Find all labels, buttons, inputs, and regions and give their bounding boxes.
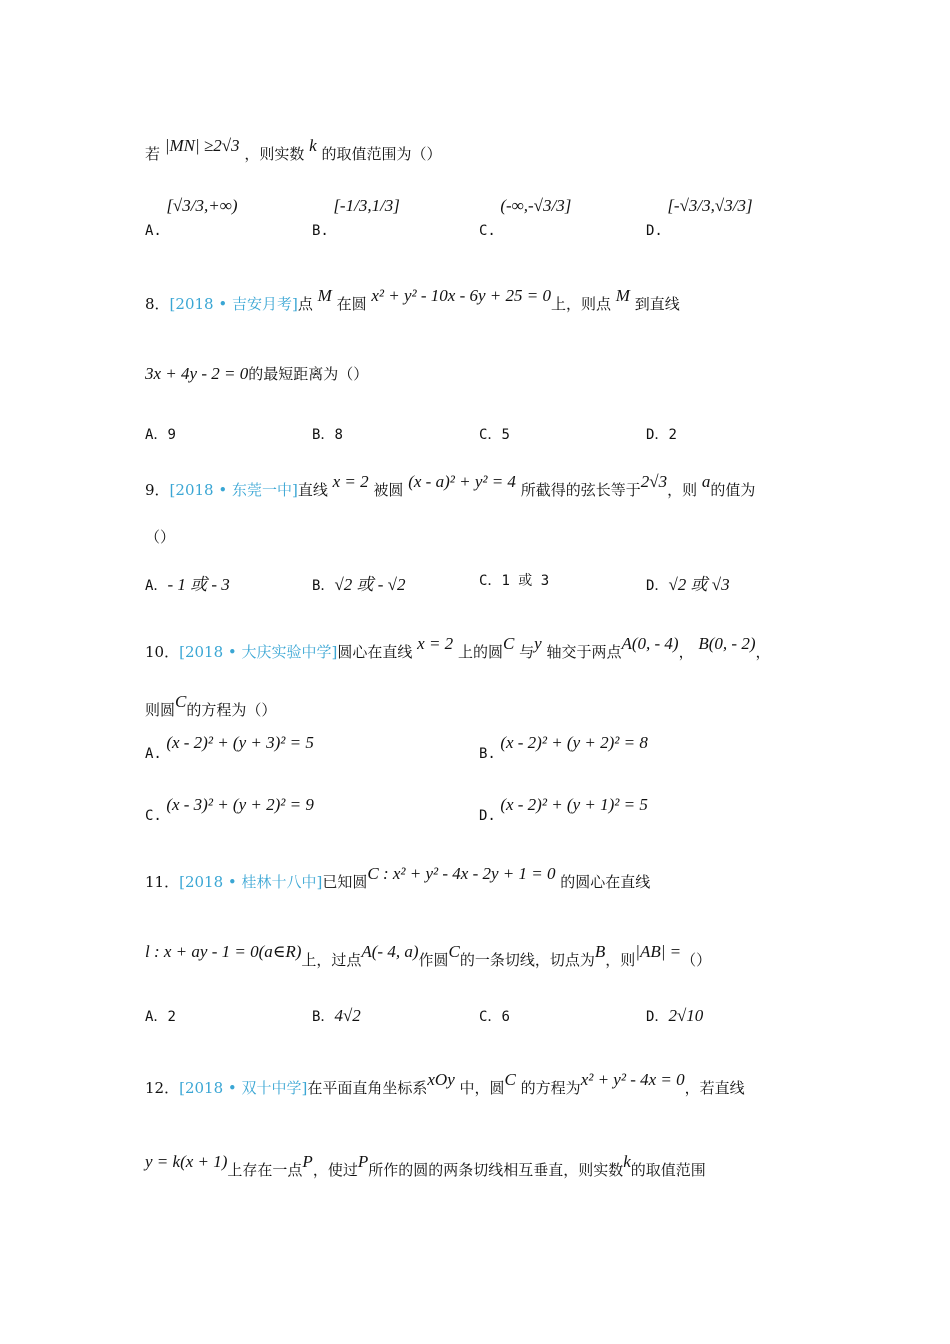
option-label: B． [312,578,335,594]
q9-text: 直线 [297,481,328,499]
q7-text: 若 [145,145,161,163]
option-value: (x - 2)² + (y + 2)² = 8 [500,733,648,752]
q11-option-d[interactable] [646,1006,703,1026]
q8-text: 的最短距离为（） [248,365,369,383]
q11-point-a: A(- 4, a) [361,942,419,961]
option-value: √2 或 √3 [668,575,730,594]
q9-text: ，则 [667,481,698,499]
q7-condition: |MN| ≥2√3 [164,136,240,155]
question-source: [2018 • 双十中学] [179,1079,308,1097]
question-source: [2018 • 桂林十八中] [179,873,323,891]
q8-option-d[interactable] [646,424,677,444]
q8-text: 在圆 [336,295,367,313]
option-value: (-∞,-√3/3] [500,196,572,215]
q11-text: 的一条切线，切点为 [459,951,595,969]
q10-text: 轴交于两点 [546,643,622,661]
q9-equation: (x - a)² + y² = 4 [408,472,516,491]
option-label: A． [145,427,168,443]
option-value: 5 [501,427,510,443]
option-label: B． [312,427,335,443]
q10-option-b[interactable] [479,733,648,762]
q7-option-b[interactable] [312,196,400,239]
q10-stem [145,634,771,662]
q12-math: k [623,1152,631,1171]
q11-text: （） [681,951,712,969]
q10-text: 则圆 [145,701,176,719]
q10-point-a: A(0, - 4) [621,634,679,653]
option-value: √2 或 - √2 [334,575,406,594]
q10-text: 圆心在直线 [337,643,413,661]
option-value: 2√10 [668,1006,704,1025]
q10-math: C [502,634,515,653]
option-label: D. [479,808,496,824]
q9-option-a[interactable] [145,570,230,595]
q11-text: 上，过点 [301,951,362,969]
option-value: 2 [668,427,677,443]
q7-option-c[interactable] [479,196,571,239]
q8-line-equation: 3x + 4y - 2 = 0 [145,364,249,383]
q12-equation: x² + y² - 4x = 0 [580,1070,685,1089]
q9-option-c[interactable] [479,570,549,590]
q9-stem [145,472,755,500]
option-value: - 1 或 - 3 [167,575,230,594]
q8-option-b[interactable] [312,424,343,444]
q12-text: ，使过 [312,1161,358,1179]
q11-math: B [594,942,606,961]
q9-option-d[interactable] [646,570,730,595]
option-label: C． [479,573,502,589]
q12-text: 中，圆 [459,1079,505,1097]
q7-stem [145,136,441,164]
question-number: 8． [145,295,170,313]
q11-text: 的圆心在直线 [560,873,651,891]
q11-math: |AB| = [635,942,682,961]
q8-math: M [615,286,630,305]
option-label: D． [646,578,669,594]
option-value: (x - 3)² + (y + 2)² = 9 [166,795,314,814]
option-label: C. [479,223,496,239]
q11-text: 作圆 [418,951,449,969]
option-label: D． [646,1009,669,1025]
q12-stem [145,1070,745,1098]
q7-var: k [309,136,317,155]
q8-stem-line2 [145,364,368,384]
q10-text: 与 [519,643,535,661]
option-label: A． [145,1009,168,1025]
q10-option-d[interactable] [479,795,648,824]
option-value: 9 [167,427,176,443]
q12-stem-line2 [145,1152,706,1180]
option-value: 2 [167,1009,176,1025]
q7-option-d[interactable] [646,196,753,239]
q11-option-a[interactable] [145,1006,176,1026]
q12-math: P [302,1152,313,1171]
option-value: (x - 2)² + (y + 1)² = 5 [500,795,648,814]
q11-math: C [448,942,460,961]
q8-option-a[interactable] [145,424,176,444]
option-label: B. [479,746,496,762]
q8-text: 上，则点 [550,295,611,313]
option-label: A. [145,223,162,239]
option-value: (x - 2)² + (y + 3)² = 5 [166,733,314,752]
option-value: [√3/3,+∞) [166,196,238,215]
q7-text: ，则实数 [244,145,305,163]
q11-text: 已知圆 [322,873,368,891]
q10-text: ， [678,643,694,661]
q12-math: C [504,1070,516,1089]
q10-option-a[interactable] [145,733,314,762]
q8-stem [145,286,680,314]
option-label: B. [312,223,329,239]
q10-text: ， [755,643,771,661]
q8-equation: x² + y² - 10x - 6y + 25 = 0 [371,286,551,305]
option-label: C. [145,808,162,824]
q10-text: 上的圆 [457,643,503,661]
q8-text: 到直线 [634,295,680,313]
question-number: 10． [145,643,180,661]
option-value: [-√3/3,√3/3] [667,196,753,215]
q9-math: 2√3 [640,472,668,491]
q10-math: x = 2 [417,634,454,653]
q10-stem-line2 [145,692,276,720]
question-number: 12． [145,1079,180,1097]
q9-math: a [701,472,711,491]
q11-text: ，则 [605,951,636,969]
q7-option-a[interactable] [145,196,237,239]
q9-text: 被圆 [373,481,404,499]
q12-math: P [357,1152,369,1171]
option-value: 6 [501,1009,510,1025]
q9-text: 所截得的弦长等于 [520,481,641,499]
q8-text: 点 [297,295,313,313]
q12-text: 在平面直角坐标系 [307,1079,428,1097]
q12-text: 的取值范围 [630,1161,706,1179]
option-value: 4√2 [334,1006,361,1025]
q11-option-b[interactable] [312,1006,361,1026]
option-value: 8 [334,427,343,443]
option-value: 1 或 3 [501,573,550,589]
q9-option-b[interactable] [312,570,406,595]
q11-line: l : x + ay - 1 = 0(a∈R) [145,942,302,961]
option-label: A． [145,578,168,594]
option-label: D. [646,223,663,239]
q11-stem-line2 [145,942,711,970]
q12-text: 的方程为 [520,1079,581,1097]
q10-option-c[interactable] [145,795,314,824]
q9-math: x = 2 [332,472,369,491]
q12-math: xOy [427,1070,455,1089]
q10-text: 的方程为（） [186,701,277,719]
q10-math: y [534,634,542,653]
q12-text: ，若直线 [684,1079,745,1097]
option-label: C． [479,1009,502,1025]
q12-line: y = k(x + 1) [145,1152,228,1171]
question-source: [2018 • 东莞一中] [169,481,298,499]
option-label: A. [145,746,162,762]
q11-stem [145,864,650,892]
q7-text: 的取值范围为（） [321,145,442,163]
q12-text: 上存在一点 [227,1161,303,1179]
option-value: [-1/3,1/3] [333,196,400,215]
option-label: B． [312,1009,335,1025]
q11-equation: C : x² + y² - 4x - 2y + 1 = 0 [367,864,556,883]
question-number: 9． [145,481,170,499]
q9-text: 的值为 [710,481,756,499]
q12-text: 所作的圆的两条切线相互垂直，则实数 [368,1161,624,1179]
q8-option-c[interactable] [479,424,510,444]
question-source: [2018 • 吉安月考] [169,295,298,313]
q9-stem-line2: （） [145,528,176,546]
option-label: D． [646,427,669,443]
option-label: C． [479,427,502,443]
q10-point-b: B(0, - 2) [698,634,756,653]
q11-option-c[interactable] [479,1006,510,1026]
question-number: 11． [145,873,180,891]
q8-math: M [317,286,332,305]
question-source: [2018 • 大庆实验中学] [179,643,338,661]
q10-math: C [175,692,187,711]
